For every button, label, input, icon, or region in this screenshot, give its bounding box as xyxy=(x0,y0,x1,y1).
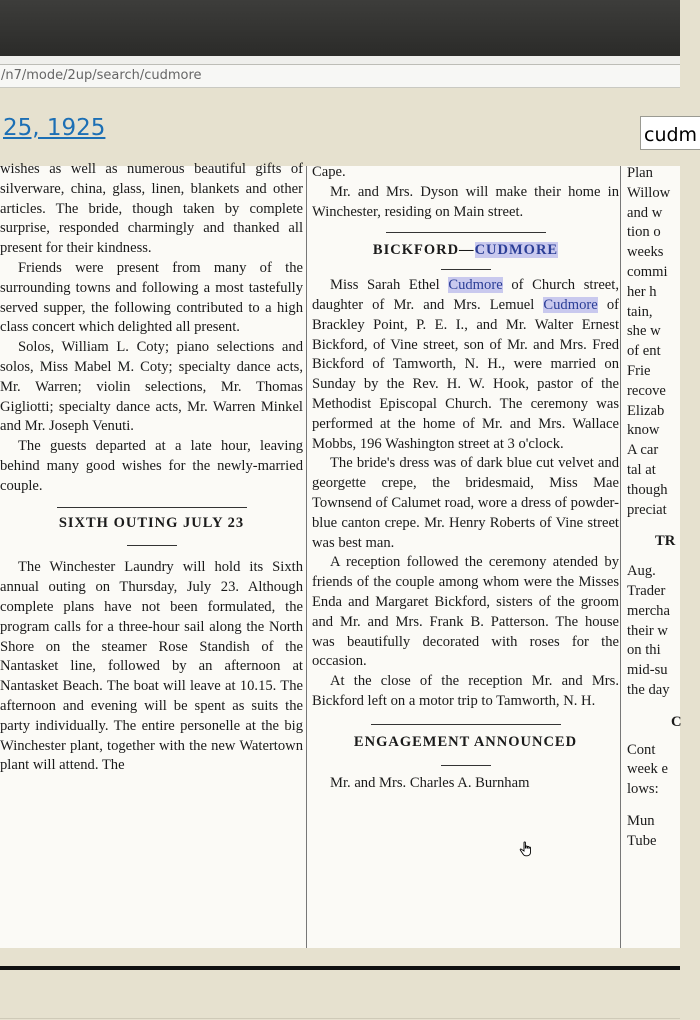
text-line: and w xyxy=(627,204,663,221)
headline: ENGAGEMENT ANNOUNCED xyxy=(353,733,578,750)
article-paragraph: Solos, William L. Coty; piano selections and solos, Miss Mabel M. Coty; specialty dance acts, Mr. Warren; violin selections, Mr. Thomas Gigliotti; specialty dance acts, Mr. Warren Minkel and Mr. Joseph Venuti. xyxy=(0,339,303,435)
divider xyxy=(371,724,561,725)
url-text[interactable]: /n7/mode/2up/search/cudmore xyxy=(1,68,202,83)
column-middle xyxy=(312,163,619,793)
text-line: tion o xyxy=(627,224,661,241)
text-line: on thi xyxy=(627,642,661,659)
text-line: she w xyxy=(627,323,661,340)
browser-toolbar xyxy=(0,0,680,56)
footer-divider xyxy=(0,1018,680,1019)
article-paragraph: The Winchester Laundry will hold its Sixth annual outing on Thursday, July 23. Although complete plans have not been formulated, the program calls for a three-hour sail along the North Shore on the steamer Rose Standish of the Nantasket line, followed by an afternoon at Nantasket Beach. The boat will leave at 10.15. The afternoon and evening will be spent as suits the party individually. The entire personelle at the big Winchester plant, together with the new Watertown plant will attend. The xyxy=(0,559,303,774)
hand-cursor-icon xyxy=(519,841,533,857)
divider xyxy=(441,269,491,270)
article-paragraph: wishes as well as numerous beautiful gifts of silverware, china, glass, linen, blankets and other articles. The bride, though taken by complete surprise, responded charmingly and thanked all present for their kindness. xyxy=(0,161,303,257)
headline-text: BICKFORD— xyxy=(372,242,475,259)
text-line: recove xyxy=(627,382,666,399)
text-line: though xyxy=(627,481,668,498)
text-line: Willow xyxy=(627,184,671,201)
text-line: Mun xyxy=(627,812,655,829)
text-line: Aug. xyxy=(627,563,656,580)
text-line: her h xyxy=(627,283,657,300)
text-line: tal at xyxy=(627,461,656,478)
text-lines xyxy=(627,164,687,362)
divider xyxy=(441,765,491,766)
article-paragraph: The bride's dress was of dark blue cut velvet and georgette crepe, the bridesmaid, Miss Mae Townsend of Calumet road, wore a dress of powder-blue canton crepe. Mr. Henry Roberts of Vine street was best man. xyxy=(312,455,619,551)
text-line: the day xyxy=(627,681,670,698)
column-rule xyxy=(620,166,621,948)
text-line: Plan xyxy=(627,165,653,181)
text-line: Trader xyxy=(627,582,666,599)
text-line: Frie xyxy=(627,362,651,379)
text-line: their w xyxy=(627,622,668,639)
search-highlight: Cudmore xyxy=(543,296,598,313)
article-paragraph: Mr. and Mrs. Dyson will make their home in Winchester, residing on Main street. xyxy=(312,183,619,220)
text-line: weeks xyxy=(627,244,664,261)
subheading: C xyxy=(671,713,682,730)
text-line: mid-su xyxy=(627,662,668,679)
article-paragraph: A reception followed the ceremony atended by friends of the couple among whom were the Misses Enda and Margaret Bickford, sisters of the groom and Mr. and Mrs. Frank B. Patterson. The house was beautifully decorated with roses for the occasion. xyxy=(312,554,619,670)
text-lines xyxy=(627,362,687,520)
subheading: TR xyxy=(655,533,676,550)
divider xyxy=(57,507,247,508)
headline xyxy=(312,241,619,261)
article-paragraph: At the close of the reception Mr. and Mrs. Bickford left on a motor trip to Tamworth, N. H. xyxy=(312,673,619,709)
text-line: mercha xyxy=(627,602,670,619)
footer-bar xyxy=(0,966,680,970)
text-line: Tube xyxy=(627,832,657,849)
text-line: Elizab xyxy=(627,402,665,419)
search-highlight: CUDMORE xyxy=(474,242,559,259)
text-line: commi xyxy=(627,263,668,280)
text-line: Cont xyxy=(627,741,656,758)
text-line: tain, xyxy=(627,303,653,320)
text-run: of Church street, daughter of Mr. and Mrs. Lemuel xyxy=(312,277,619,313)
issue-date-link[interactable]: 25, 1925 xyxy=(3,115,106,141)
divider xyxy=(386,232,546,233)
article-paragraph: Cape. xyxy=(312,164,346,180)
text-lines xyxy=(627,741,687,800)
book-viewer-header xyxy=(0,88,680,166)
divider xyxy=(127,545,177,546)
text-line: know xyxy=(627,422,660,439)
text-lines xyxy=(627,812,687,852)
text-run: of Brackley Point, P. E. I., and Mr. Walter Ernest Bickford, of Vine street, son of Mr. and Mrs. Fred Bickford of Tamworth, N. H., were married on Sunday by the Rev. H. W. Hook, pastor of the Methodist Episcopal Church. The ceremony was performed at the home of Mr. and Mrs. Wallace Mobbs, 196 Washington street at 3 o'clock. xyxy=(312,296,619,452)
text-line: lows: xyxy=(627,781,659,798)
search-input[interactable] xyxy=(640,116,700,150)
text-run: Miss Sarah Ethel xyxy=(330,277,449,294)
text-line: preciat xyxy=(627,501,667,518)
search-highlight: Cudmore xyxy=(448,277,503,294)
article-paragraph xyxy=(312,276,619,454)
viewer-footer xyxy=(0,948,680,1020)
column-left xyxy=(0,160,303,776)
toolbar-edge xyxy=(0,56,680,65)
article-paragraph: Friends were present from many of the surrounding towns and following a most tastefully served supper, the following contributed to a high class concert which delighted all present. xyxy=(0,259,303,336)
text-line: week e xyxy=(627,761,668,778)
text-lines xyxy=(627,562,687,701)
article-paragraph: The guests departed at a late hour, leaving behind many good wishes for the newly-married couple. xyxy=(0,438,303,494)
column-rule xyxy=(306,166,307,948)
column-right xyxy=(627,164,687,852)
newspaper-page xyxy=(0,161,682,948)
article-paragraph: Mr. and Mrs. Charles A. Burnham xyxy=(330,774,530,791)
headline: SIXTH OUTING JULY 23 xyxy=(58,514,245,531)
address-bar[interactable] xyxy=(0,65,680,88)
text-line: A car xyxy=(627,442,659,459)
text-line: of ent xyxy=(627,343,661,360)
